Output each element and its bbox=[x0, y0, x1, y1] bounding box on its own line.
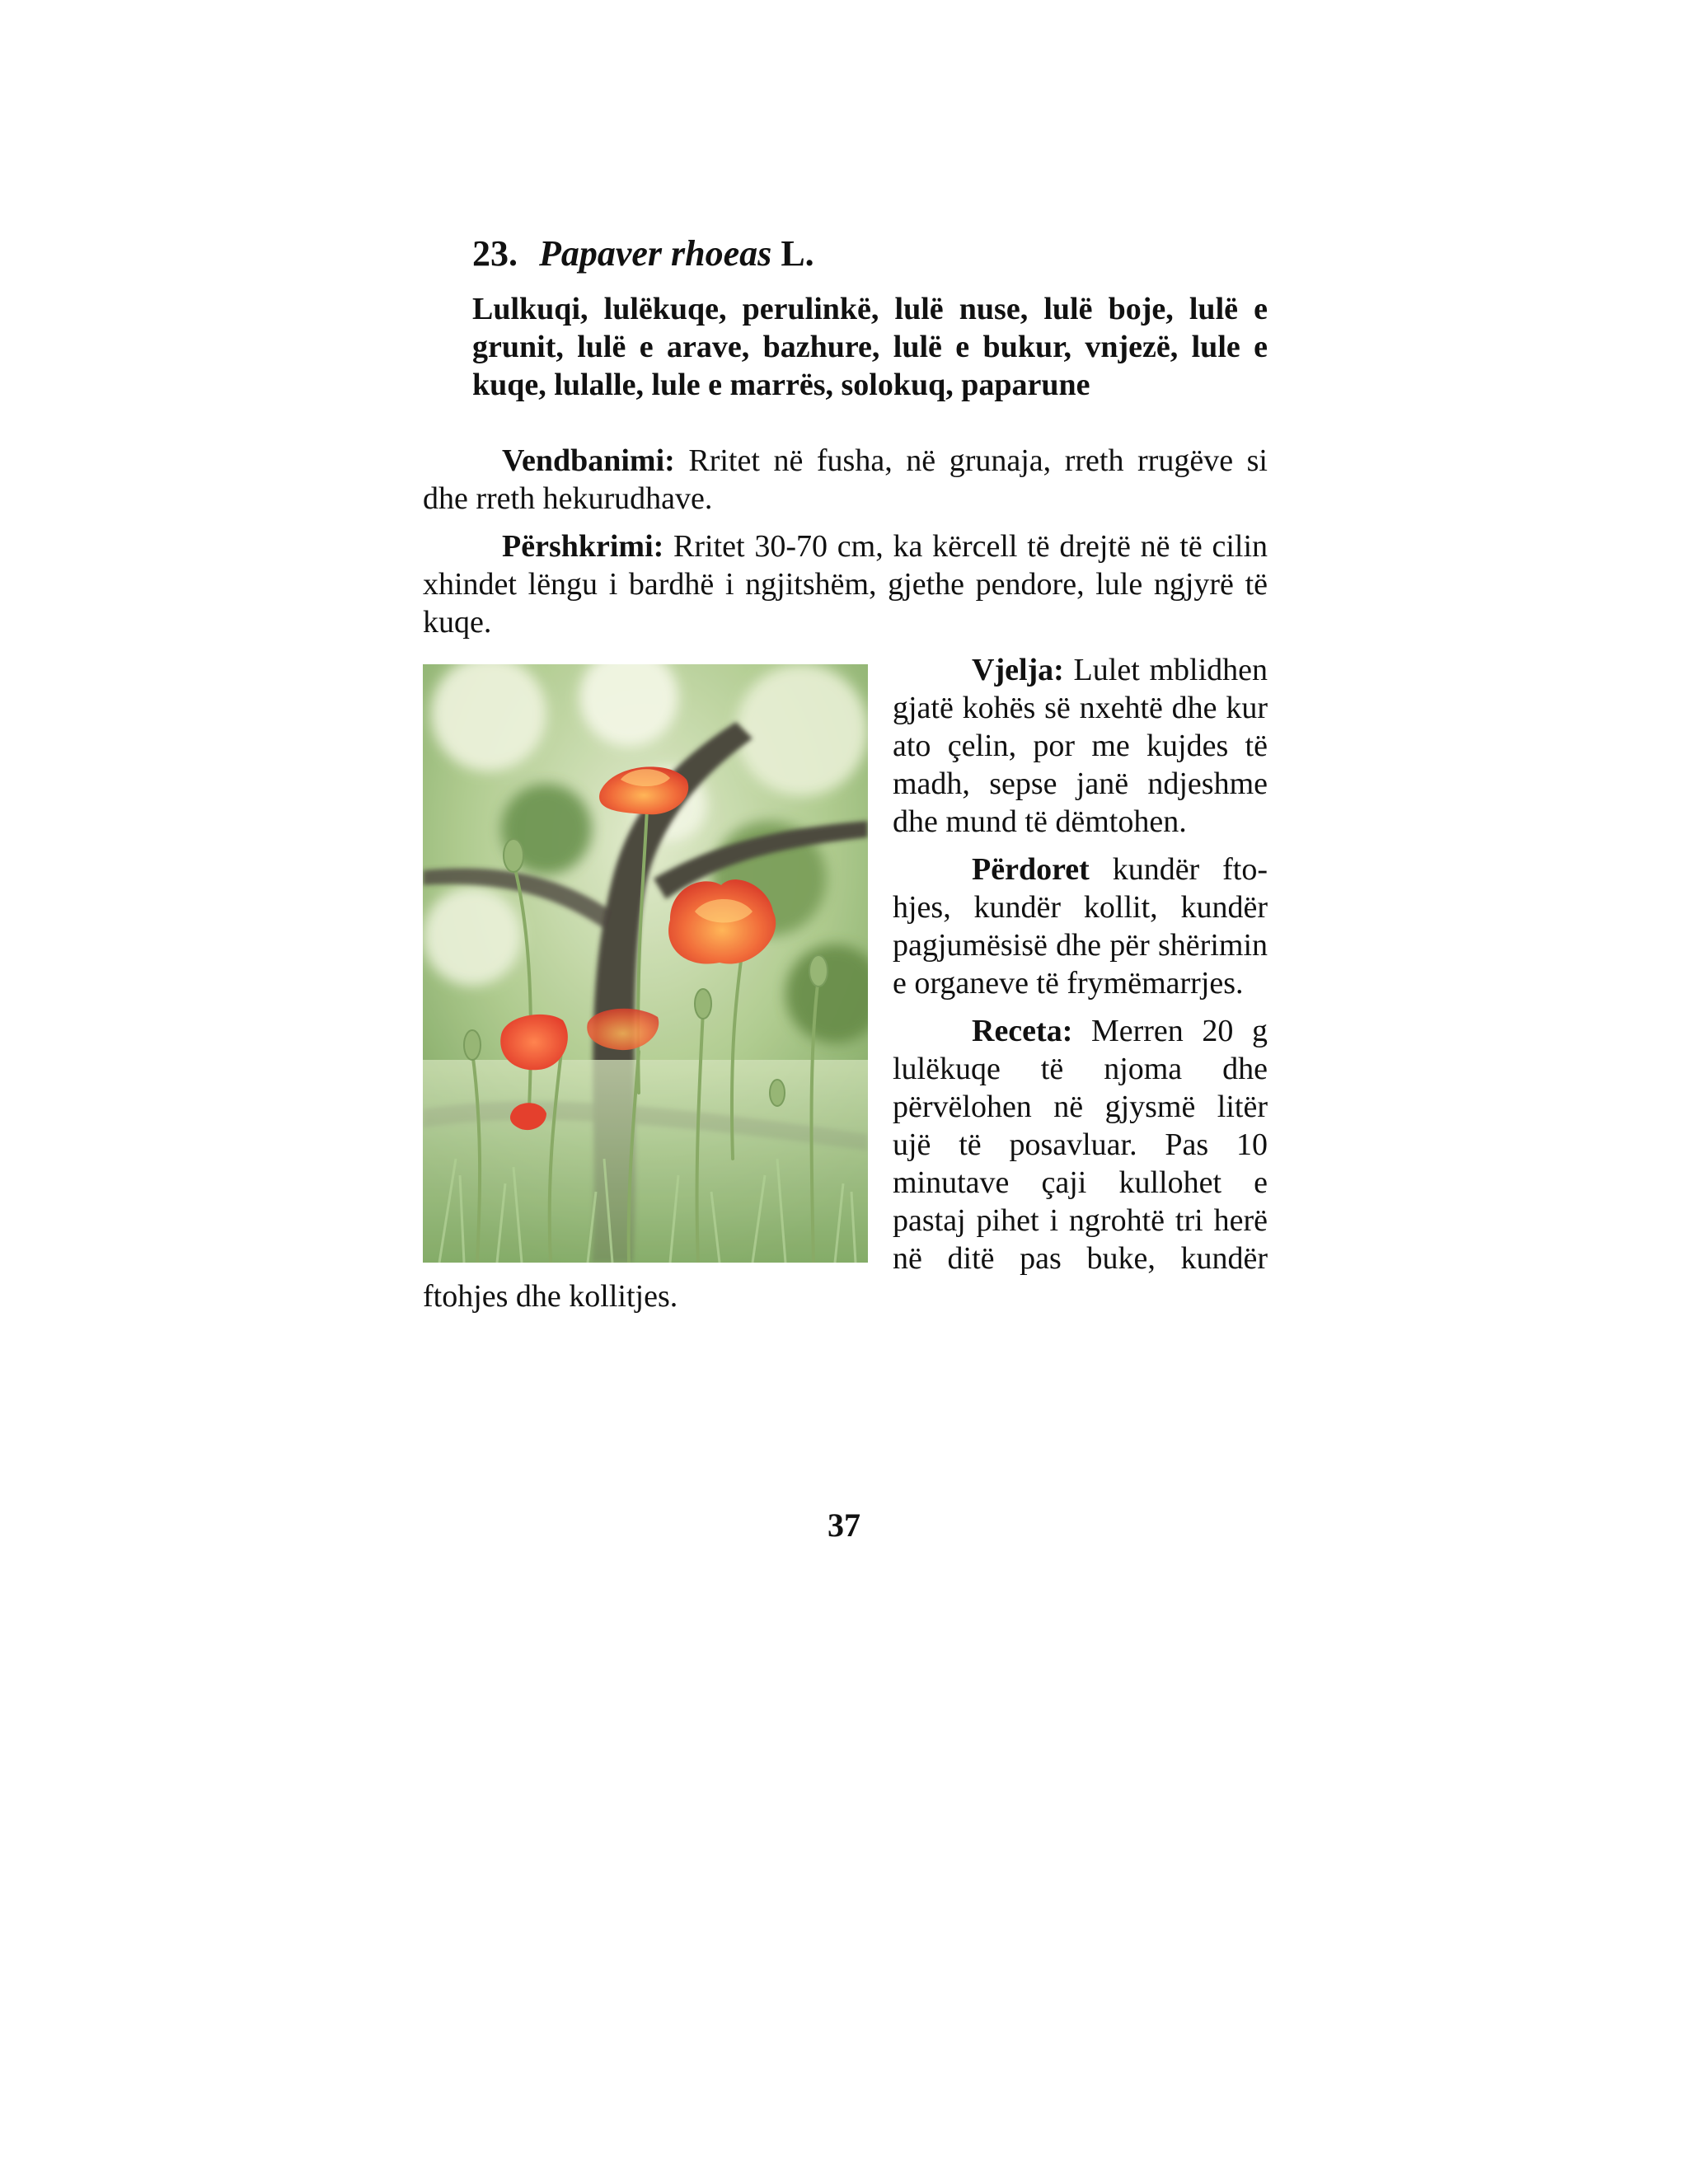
habitat-label: Vendbanimi: bbox=[502, 443, 675, 478]
habitat-text: Rritet në fusha, në grunaja, rreth rrugëve si dhe rreth hekurudhave. bbox=[423, 443, 1268, 516]
recipe-label: Receta: bbox=[972, 1014, 1073, 1048]
page-number: 37 bbox=[828, 1507, 860, 1544]
harvest-label: Vjelja: bbox=[972, 653, 1064, 687]
harvest-text: Lulet mblidhen gjatë kohës së nxehtë dhe kur ato çelin, por me kujdes të madh, sepse janë ndjeshme dhe mund të dëmtohen. bbox=[893, 653, 1268, 839]
photo-text-block bbox=[423, 651, 1268, 1315]
species-heading bbox=[472, 232, 814, 274]
description-label: Përshkrimi: bbox=[502, 529, 664, 564]
recipe-text: Merren 20 g lulëkuqe të njoma dhe përvëlohen në gjysmë litër ujë të posavluar. Pas 10 minutave çaji kullohet e pastaj pihet i ngrohtë tri herë në ditë pas buke, kundër ftohjes dhe kollitjes. bbox=[423, 1014, 1268, 1314]
author-abbreviation: L. bbox=[781, 233, 814, 274]
habitat-paragraph bbox=[423, 442, 1268, 518]
uses-text: kundër ftohjes, kundër kollit, kundër pagjumësisë dhe për shërimin e organeve të frymëmarrjes. bbox=[893, 852, 1268, 1001]
poppy-image bbox=[423, 664, 868, 1263]
description-text: Rritet 30-70 cm, ka kërcell të drejtë në të cilin xhindet lëngu i bardhë i ngjitshëm, gjethe pendore, lule ngjyrë të kuqe. bbox=[423, 529, 1268, 640]
common-names: Lulkuqi, lulëkuqe, perulinkë, lulë nuse, lulë boje, lulë e grunit, lulë e arave, bazhure, lulë e bukur, vnjezë, lule e kuqe, lulalle, lule e marrës, solokuq, paparune bbox=[472, 292, 1268, 402]
scientific-name: Papaver rhoeas bbox=[539, 233, 772, 274]
poppy-photo bbox=[423, 664, 868, 1263]
uses-label: Përdoret bbox=[972, 852, 1090, 887]
description-paragraph bbox=[423, 527, 1268, 641]
entry-number: 23. bbox=[472, 233, 518, 274]
